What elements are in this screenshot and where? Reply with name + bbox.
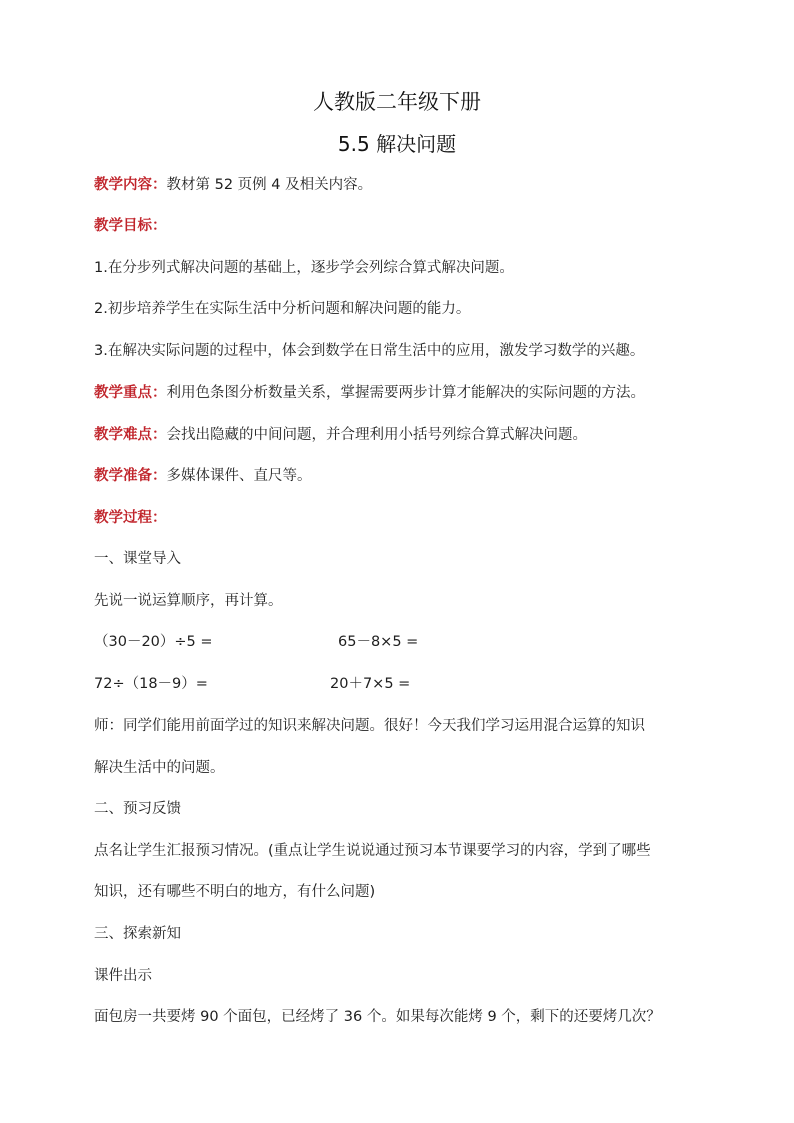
problem-text: 面包房一共要烤 90 个面包，已经烤了 36 个。如果每次能烤 9 个，剩下的还要烤几次？ xyxy=(94,1009,661,1025)
goal-item-2: 2.初步培养学生在实际生活中分析问题和解决问题的能力。 xyxy=(94,301,471,317)
teaching-content-line xyxy=(94,173,734,194)
lesson-title: 5.5 解决问题 xyxy=(337,132,457,156)
section-heading-1: 一、课堂导入 xyxy=(94,551,181,567)
difficulties-label: 教学难点： xyxy=(94,427,167,443)
teaching-content-text: 教材第 52 页例 4 及相关内容。 xyxy=(166,177,373,193)
goal-item-3: 3.在解决实际问题的过程中，体会到数学在日常生活中的应用，激发学习数学的兴趣。 xyxy=(94,343,645,359)
teacher-remark-line-2: 解决生活中的问题。 xyxy=(94,760,225,776)
calc-expression-3: 72÷（18－9）= xyxy=(94,676,208,692)
goal-item-1: 1.在分步列式解决问题的基础上，逐步学会列综合算式解决问题。 xyxy=(94,260,514,276)
calc-expression-4: 20＋7×5 = xyxy=(330,676,411,692)
process-line xyxy=(94,506,734,527)
teacher-remark-line-1: 师：同学们能用前面学过的知识来解决问题。很好！今天我们学习运用混合运算的知识 xyxy=(94,718,645,734)
process-label: 教学过程： xyxy=(94,510,167,526)
preview-text-line-2: 知识，还有哪些不明白的地方，有什么问题) xyxy=(94,884,376,900)
difficulties-text: 会找出隐藏的中间问题，并合理利用小括号列综合算式解决问题。 xyxy=(166,427,587,443)
preparation-line xyxy=(94,464,734,485)
key-points-label: 教学重点： xyxy=(94,385,167,401)
teaching-goals-line xyxy=(94,214,734,235)
section-heading-3: 三、探索新知 xyxy=(94,926,181,942)
instruction-text: 先说一说运算顺序，再计算。 xyxy=(94,593,283,609)
difficulties-line xyxy=(94,423,734,444)
preparation-text: 多媒体课件、直尺等。 xyxy=(166,468,312,484)
courseware-text: 课件出示 xyxy=(94,968,152,984)
preparation-label: 教学准备： xyxy=(94,468,167,484)
calc-expression-2: 65－8×5 = xyxy=(338,634,419,650)
key-points-line xyxy=(94,381,734,402)
teaching-goals-label: 教学目标： xyxy=(94,218,167,234)
preview-text-line-1: 点名让学生汇报预习情况。(重点让学生说说通过预习本节课要学习的内容，学到了哪些 xyxy=(94,843,651,859)
key-points-text: 利用色条图分析数量关系，掌握需要两步计算才能解决的实际问题的方法。 xyxy=(166,385,645,401)
teaching-content-label: 教学内容： xyxy=(94,177,167,193)
document-title: 人教版二年级下册 xyxy=(313,90,481,114)
calc-expression-1: （30－20）÷5 = xyxy=(94,634,213,650)
section-heading-2: 二、预习反馈 xyxy=(94,801,181,817)
